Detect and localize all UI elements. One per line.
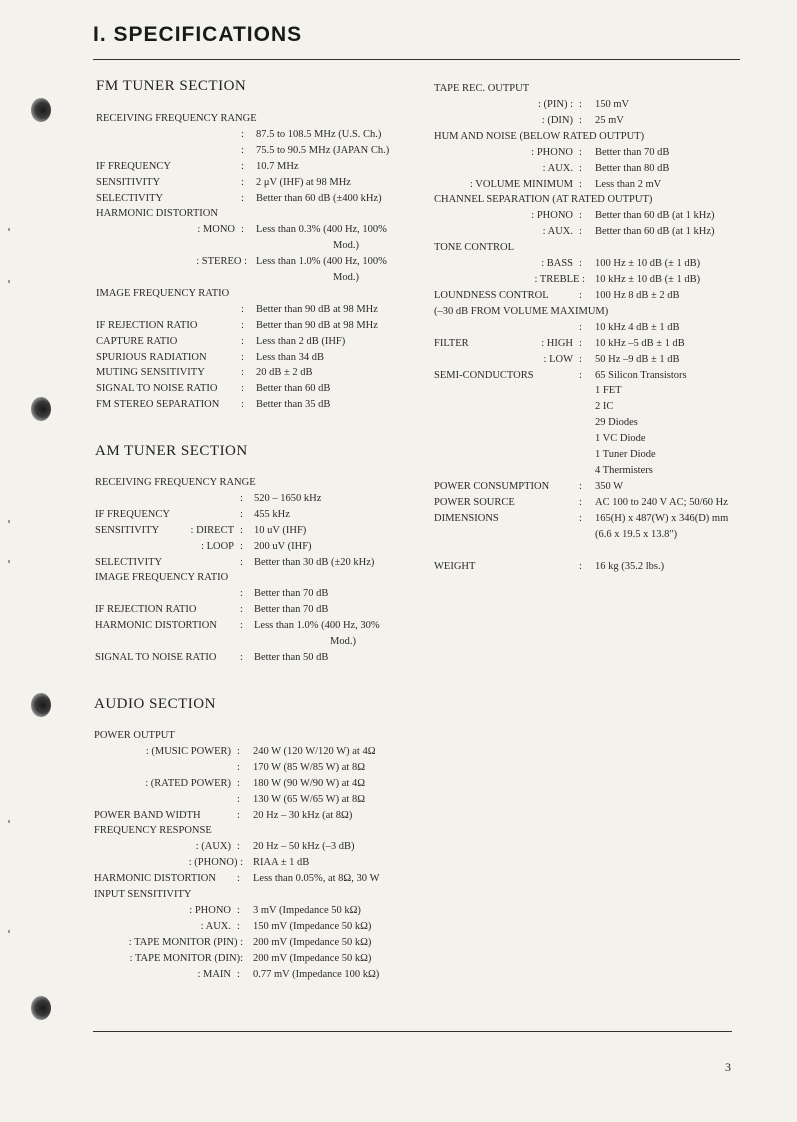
spec-value: Less than 2 dB (IHF): [256, 336, 346, 347]
spec-value: 10 kHz ± 10 dB (± 1 dB): [595, 274, 701, 285]
fm-section-heading: FM TUNER SECTION: [96, 78, 247, 94]
spec-value: Less than 1.0% (400 Hz, 30%: [254, 620, 380, 631]
spec-colon: :: [237, 762, 240, 773]
spec-colon: :: [241, 145, 244, 156]
spec-label: SENSITIVITY: [96, 177, 161, 188]
spec-sublabel: : (RATED POWER): [145, 778, 231, 789]
spec-value: Less than 2 mV: [595, 179, 662, 190]
binder-hole: [31, 996, 51, 1020]
spec-value: Better than 60 dB (at 1 kHz): [595, 210, 715, 221]
spec-sublabel: : AUX.: [200, 921, 231, 932]
spec-colon: :: [579, 147, 582, 158]
spec-colon: :: [579, 354, 582, 365]
spec-colon: :: [579, 226, 582, 237]
spec-label: SENSITIVITY: [95, 525, 160, 536]
spec-sublabel: : STEREO :: [196, 256, 247, 267]
spec-label: SEMI-CONDUCTORS: [434, 370, 534, 381]
spec-label: LOUNDNESS CONTROL: [434, 290, 549, 301]
spec-value: 87.5 to 108.5 MHz (U.S. Ch.): [256, 129, 382, 140]
spec-label: FILTER: [434, 338, 469, 349]
spec-label: IF FREQUENCY: [96, 161, 171, 172]
am-section-heading: AM TUNER SECTION: [95, 443, 248, 459]
spec-colon: :: [241, 129, 244, 140]
spec-colon: :: [237, 873, 240, 884]
spec-colon: :: [241, 304, 244, 315]
spec-sublabel: : PHONO: [189, 905, 231, 916]
spec-value: 10 uV (IHF): [254, 525, 307, 536]
spec-value: Better than 70 dB: [254, 588, 329, 599]
spec-sublabel: : AUX.: [542, 226, 573, 237]
spec-value: Better than 50 dB: [254, 652, 329, 663]
spec-value: Better than 35 dB: [256, 399, 331, 410]
spec-value: 10 kHz –5 dB ± 1 dB: [595, 338, 685, 349]
spec-colon: :: [237, 794, 240, 805]
spec-label: HARMONIC DISTORTION: [96, 208, 218, 219]
spec-value: Better than 30 dB (±20 kHz): [254, 557, 375, 568]
edge-mark: [8, 520, 10, 523]
binder-hole: [31, 693, 51, 717]
spec-label: (–30 dB FROM VOLUME MAXIMUM): [434, 306, 609, 317]
spec-value: 20 Hz – 30 kHz (at 8Ω): [253, 810, 353, 821]
edge-mark: [8, 228, 10, 231]
spec-sublabel: : TREBLE :: [534, 274, 585, 285]
spec-colon: :: [241, 383, 244, 394]
spec-sublabel: : MAIN: [197, 969, 231, 980]
spec-colon: :: [237, 778, 240, 789]
spec-value: 10 kHz 4 dB ± 1 dB: [595, 322, 680, 333]
spec-label: FM STEREO SEPARATION: [96, 399, 220, 410]
spec-value: 0.77 mV (Impedance 100 kΩ): [253, 969, 380, 980]
spec-colon: :: [237, 810, 240, 821]
spec-label: SELECTIVITY: [95, 557, 163, 568]
spec-colon: :: [579, 210, 582, 221]
spec-label: RECEIVING FREQUENCY RANGE: [96, 113, 257, 124]
spec-colon: :: [579, 338, 582, 349]
spec-colon: :: [241, 399, 244, 410]
spec-label: IF FREQUENCY: [95, 509, 170, 520]
spec-colon: :: [241, 320, 244, 331]
spec-label: RECEIVING FREQUENCY RANGE: [95, 477, 256, 488]
spec-label: HARMONIC DISTORTION: [94, 873, 216, 884]
spec-label: CAPTURE RATIO: [96, 336, 178, 347]
top-rule: [93, 59, 740, 60]
spec-label: TONE CONTROL: [434, 242, 515, 253]
spec-value: Mod.): [330, 636, 356, 647]
spec-label: DIMENSIONS: [434, 513, 499, 524]
spec-label: IMAGE FREQUENCY RATIO: [96, 288, 230, 299]
spec-label: SELECTIVITY: [96, 193, 164, 204]
binder-hole: [31, 397, 51, 421]
spec-value: Better than 60 dB (±400 kHz): [256, 193, 382, 204]
spec-value: Less than 0.3% (400 Hz, 100%: [256, 224, 387, 235]
spec-colon: :: [579, 561, 582, 572]
spec-colon: :: [240, 525, 243, 536]
spec-value: 350 W: [595, 481, 624, 492]
spec-value: 1 FET: [595, 385, 622, 396]
spec-value: 4 Thermisters: [595, 465, 653, 476]
spec-label: FREQUENCY RESPONSE: [94, 825, 212, 836]
spec-colon: :: [579, 163, 582, 174]
spec-colon: :: [579, 115, 582, 126]
spec-colon: :: [240, 588, 243, 599]
spec-label: SPURIOUS RADIATION: [96, 352, 207, 363]
spec-value: Better than 90 dB at 98 MHz: [256, 320, 378, 331]
spec-sublabel: : PHONO: [531, 147, 573, 158]
spec-value: RIAA ± 1 dB: [253, 857, 310, 868]
spec-value: Better than 60 dB: [256, 383, 331, 394]
spec-colon: :: [241, 177, 244, 188]
spec-value: 1 Tuner Diode: [595, 449, 656, 460]
spec-value: 520 – 1650 kHz: [254, 493, 322, 504]
spec-value: 10.7 MHz: [256, 161, 299, 172]
spec-colon: :: [579, 513, 582, 524]
spec-sublabel: : TAPE MONITOR (PIN) :: [128, 937, 243, 948]
spec-label: POWER OUTPUT: [94, 730, 175, 741]
spec-colon: :: [579, 481, 582, 492]
spec-value: 16 kg (35.2 lbs.): [595, 561, 665, 572]
spec-colon: :: [579, 258, 582, 269]
spec-colon: :: [579, 497, 582, 508]
spec-colon: :: [237, 746, 240, 757]
spec-value: Mod.): [333, 240, 359, 251]
edge-mark: [8, 560, 10, 563]
spec-value: (6.6 x 19.5 x 13.8"): [595, 529, 678, 540]
spec-colon: :: [579, 370, 582, 381]
spec-colon: :: [579, 322, 582, 333]
spec-label: WEIGHT: [434, 561, 476, 572]
spec-colon: :: [241, 161, 244, 172]
spec-value: Less than 1.0% (400 Hz, 100%: [256, 256, 387, 267]
spec-label: IMAGE FREQUENCY RATIO: [95, 572, 229, 583]
spec-colon: :: [579, 99, 582, 110]
spec-label: TAPE REC. OUTPUT: [434, 83, 530, 94]
spec-value: 2 IC: [595, 401, 614, 412]
spec-colon: :: [241, 224, 244, 235]
spec-value: 65 Silicon Transistors: [595, 370, 687, 381]
edge-mark: [8, 280, 10, 283]
page-number: 3: [725, 1060, 731, 1074]
spec-value: 75.5 to 90.5 MHz (JAPAN Ch.): [256, 145, 390, 156]
spec-label: POWER BAND WIDTH: [94, 810, 201, 821]
spec-value: 50 Hz –9 dB ± 1 dB: [595, 354, 680, 365]
spec-sublabel: : (DIN): [541, 115, 573, 126]
page-title: I. SPECIFICATIONS: [93, 23, 303, 46]
spec-label: IF REJECTION RATIO: [96, 320, 198, 331]
spec-colon: :: [240, 620, 243, 631]
spec-sublabel: : MONO: [197, 224, 235, 235]
spec-value: 180 W (90 W/90 W) at 4Ω: [253, 778, 366, 789]
spec-value: 2 μV (IHF) at 98 MHz: [256, 177, 351, 188]
spec-value: 1 VC Diode: [595, 433, 646, 444]
spec-label: INPUT SENSITIVITY: [94, 889, 192, 900]
spec-value: AC 100 to 240 V AC; 50/60 Hz: [595, 497, 728, 508]
spec-value: Better than 90 dB at 98 MHz: [256, 304, 378, 315]
spec-sublabel: : (MUSIC POWER): [145, 746, 231, 757]
spec-label: POWER CONSUMPTION: [434, 481, 550, 492]
spec-colon: :: [240, 509, 243, 520]
bottom-rule: [93, 1031, 732, 1032]
spec-label: CHANNEL SEPARATION (AT RATED OUTPUT): [434, 194, 653, 205]
spec-sublabel: : LOW: [543, 354, 573, 365]
spec-colon: :: [579, 290, 582, 301]
spec-label: HUM AND NOISE (BELOW RATED OUTPUT): [434, 131, 645, 142]
spec-sublabel: : (AUX): [195, 841, 231, 852]
spec-label: MUTING SENSITIVITY: [96, 367, 205, 378]
spec-value: Less than 0.05%, at 8Ω, 30 W: [253, 873, 380, 884]
spec-label: SIGNAL TO NOISE RATIO: [95, 652, 217, 663]
spec-sublabel: : HIGH: [541, 338, 573, 349]
edge-mark: [8, 930, 10, 933]
spec-value: 165(H) x 487(W) x 346(D) mm: [595, 513, 729, 524]
spec-colon: :: [241, 336, 244, 347]
spec-sublabel: : TAPE MONITOR (DIN):: [129, 953, 243, 964]
spec-value: 240 W (120 W/120 W) at 4Ω: [253, 746, 376, 757]
spec-value: Mod.): [333, 272, 359, 283]
edge-mark: [8, 820, 10, 823]
spec-colon: :: [241, 352, 244, 363]
spec-value: 200 mV (Impedance 50 kΩ): [253, 953, 372, 964]
spec-colon: :: [237, 969, 240, 980]
spec-value: Better than 70 dB: [254, 604, 329, 615]
spec-colon: :: [240, 557, 243, 568]
spec-label: POWER SOURCE: [434, 497, 515, 508]
spec-value: 150 mV (Impedance 50 kΩ): [253, 921, 372, 932]
spec-colon: :: [237, 921, 240, 932]
spec-sublabel: : PHONO: [531, 210, 573, 221]
spec-sublabel: : LOOP: [201, 541, 234, 552]
spec-colon: :: [240, 541, 243, 552]
spec-value: 20 Hz – 50 kHz (–3 dB): [253, 841, 355, 852]
spec-sublabel: : VOLUME MINIMUM: [469, 179, 573, 190]
spec-value: 3 mV (Impedance 50 kΩ): [253, 905, 361, 916]
spec-value: Better than 60 dB (at 1 kHz): [595, 226, 715, 237]
spec-colon: :: [240, 652, 243, 663]
binder-hole: [31, 98, 51, 122]
spec-value: 29 Diodes: [595, 417, 638, 428]
spec-value: Less than 34 dB: [256, 352, 324, 363]
spec-colon: :: [241, 367, 244, 378]
spec-sublabel: : (PHONO) :: [188, 857, 243, 868]
spec-value: 130 W (65 W/65 W) at 8Ω: [253, 794, 366, 805]
spec-colon: :: [237, 905, 240, 916]
spec-value: 25 mV: [595, 115, 624, 126]
spec-label: IF REJECTION RATIO: [95, 604, 197, 615]
spec-value: 455 kHz: [254, 509, 290, 520]
spec-sublabel: : BASS: [541, 258, 573, 269]
spec-colon: :: [240, 493, 243, 504]
spec-value: 150 mV: [595, 99, 630, 110]
spec-sublabel: : DIRECT: [190, 525, 234, 536]
spec-value: 200 mV (Impedance 50 kΩ): [253, 937, 372, 948]
spec-value: Better than 70 dB: [595, 147, 670, 158]
spec-sublabel: : AUX.: [542, 163, 573, 174]
spec-value: Better than 80 dB: [595, 163, 670, 174]
spec-colon: :: [240, 604, 243, 615]
spec-value: 20 dB ± 2 dB: [256, 367, 313, 378]
spec-label: HARMONIC DISTORTION: [95, 620, 217, 631]
spec-value: 200 uV (IHF): [254, 541, 312, 552]
spec-label: SIGNAL TO NOISE RATIO: [96, 383, 218, 394]
spec-sublabel: : (PIN) :: [538, 99, 573, 110]
spec-colon: :: [579, 179, 582, 190]
spec-value: 100 Hz ± 10 dB (± 1 dB): [595, 258, 701, 269]
spec-value: 100 Hz 8 dB ± 2 dB: [595, 290, 680, 301]
spec-colon: :: [241, 193, 244, 204]
audio-section-heading: AUDIO SECTION: [94, 696, 216, 712]
spec-colon: :: [237, 841, 240, 852]
spec-value: 170 W (85 W/85 W) at 8Ω: [253, 762, 366, 773]
